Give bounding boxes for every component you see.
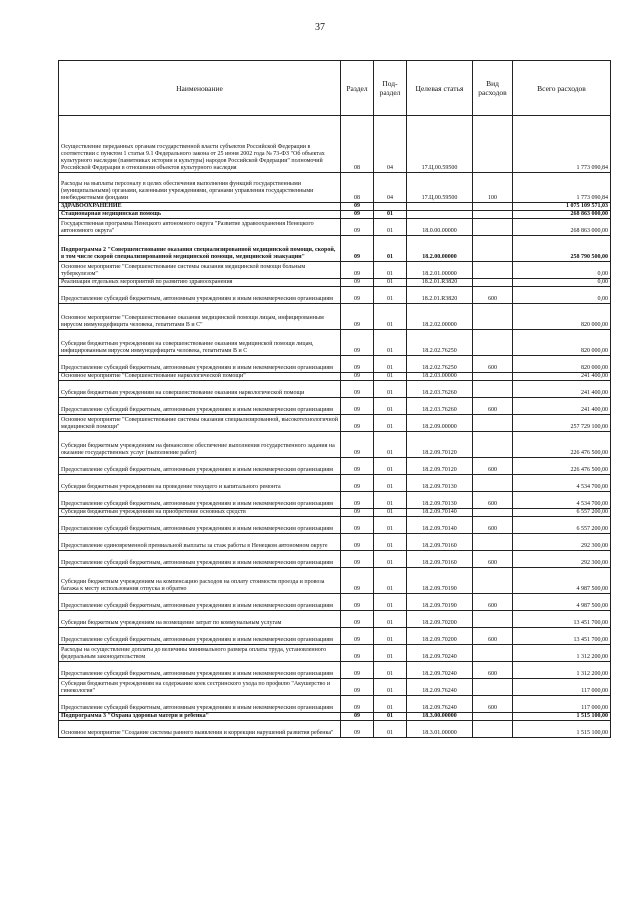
row-total: 4 534 700,00 <box>513 492 611 509</box>
row-section: 09 <box>341 236 374 262</box>
row-kind: 600 <box>473 662 513 679</box>
row-total: 241 400,00 <box>513 381 611 398</box>
row-target: 18.2.09.70200 <box>407 628 473 645</box>
row-kind <box>473 304 513 330</box>
row-total: 1 075 109 571,03 <box>513 203 611 211</box>
row-kind <box>473 211 513 219</box>
row-target: 18.2.09.70160 <box>407 551 473 568</box>
row-subsection: 01 <box>374 356 407 373</box>
row-subsection: 01 <box>374 236 407 262</box>
row-subsection: 01 <box>374 517 407 534</box>
row-kind <box>473 219 513 236</box>
row-total: 13 451 700,00 <box>513 628 611 645</box>
table-row <box>59 696 611 713</box>
row-name: Основное мероприятие "Совершенствование оказания медицинской помощи лицам, инфицированным вирусом иммунодефицита человека, гепатитами В и С" <box>59 304 341 330</box>
row-section: 09 <box>341 432 374 458</box>
row-subsection: 01 <box>374 628 407 645</box>
row-name: Стационарная медицинская помощь <box>59 211 341 219</box>
row-subsection: 01 <box>374 432 407 458</box>
row-kind: 600 <box>473 594 513 611</box>
table-row <box>59 330 611 356</box>
row-kind <box>473 432 513 458</box>
row-section: 08 <box>341 116 374 173</box>
row-total: 0,00 <box>513 262 611 279</box>
row-name: Субсидия бюджетным учреждениям на совершенствование оказания медицинской помощи лицам, инфицированным вирусом иммунодефицита человека, гепатитами В и С <box>59 330 341 356</box>
row-kind: 600 <box>473 287 513 304</box>
row-subsection: 01 <box>374 662 407 679</box>
table-row <box>59 262 611 279</box>
table-row <box>59 116 611 173</box>
table-row <box>59 568 611 594</box>
row-total: 257 729 100,00 <box>513 415 611 432</box>
row-total: 4 987 500,00 <box>513 594 611 611</box>
row-total: 292 300,00 <box>513 534 611 551</box>
row-section: 09 <box>341 679 374 696</box>
row-kind <box>473 713 513 721</box>
row-target: 18.2.09.76240 <box>407 679 473 696</box>
table-row <box>59 203 611 211</box>
row-name: Предоставление единовременной премиальной выплаты за стаж работы в Ненецком автономном округе <box>59 534 341 551</box>
table-row <box>59 236 611 262</box>
row-target: 17.Ц.00.59500 <box>407 173 473 203</box>
table-row <box>59 287 611 304</box>
row-section: 09 <box>341 517 374 534</box>
row-name: Субсидии бюджетным учреждениям на финансовое обеспечение выполнения государственного задания на оказание государственных услуг (выполнение работ) <box>59 432 341 458</box>
row-name: Субсидия бюджетным учреждениям на совершенствование оказания наркологической помощи <box>59 381 341 398</box>
row-subsection: 01 <box>374 509 407 517</box>
row-subsection: 01 <box>374 381 407 398</box>
row-section: 09 <box>341 509 374 517</box>
row-section: 09 <box>341 475 374 492</box>
row-target: 18.2.03.76260 <box>407 398 473 415</box>
row-kind: 600 <box>473 696 513 713</box>
row-subsection: 01 <box>374 611 407 628</box>
row-section: 09 <box>341 662 374 679</box>
row-total: 258 790 500,00 <box>513 236 611 262</box>
row-subsection: 01 <box>374 304 407 330</box>
row-section: 09 <box>341 713 374 721</box>
row-total: 268 863 000,00 <box>513 219 611 236</box>
row-total: 241 400,00 <box>513 373 611 381</box>
row-subsection: 01 <box>374 568 407 594</box>
row-total: 0,00 <box>513 287 611 304</box>
row-subsection: 01 <box>374 679 407 696</box>
row-target: 18.2.02.76250 <box>407 356 473 373</box>
row-kind <box>473 116 513 173</box>
row-subsection: 01 <box>374 415 407 432</box>
table-row <box>59 373 611 381</box>
row-name: Предоставление субсидий бюджетным, автономным учреждениям и иным некоммерческим организациям <box>59 517 341 534</box>
row-target: 18.2.09.70190 <box>407 594 473 611</box>
row-name: Осуществление переданных органам государственной власти субъектов Российской Федерации в соответствии с пунктом 1 статьи 9.1 Федерального закона от 25 июня 2002 года № 73-ФЗ "Об объектах культурного наследия (памятниках истории и культуры) народов Российской Федерации" полномочий Российской Федерации в отношении объектов культурного наследия <box>59 116 341 173</box>
row-kind: 600 <box>473 356 513 373</box>
header-target: Целевая статья <box>407 61 473 116</box>
row-kind <box>473 330 513 356</box>
row-total: 1 773 090,84 <box>513 116 611 173</box>
row-section: 09 <box>341 611 374 628</box>
row-section: 09 <box>341 696 374 713</box>
row-subsection: 01 <box>374 551 407 568</box>
row-name: Субсидии бюджетным учреждениям на компенсацию расходов на оплату стоимости проезда и провоза багажа к месту использования отпуска и обратно <box>59 568 341 594</box>
row-name: Субсидия бюджетным учреждениям на проведение текущего и капитального ремонта <box>59 475 341 492</box>
row-section: 09 <box>341 330 374 356</box>
row-target: 18.2.09.70240 <box>407 645 473 662</box>
row-kind: 600 <box>473 517 513 534</box>
row-target: 18.2.02.76250 <box>407 330 473 356</box>
row-target: 18.3.01.00000 <box>407 721 473 738</box>
row-total: 268 863 000,00 <box>513 211 611 219</box>
row-section: 09 <box>341 721 374 738</box>
row-kind: 600 <box>473 492 513 509</box>
row-target: 18.2.01.R3820 <box>407 287 473 304</box>
row-name: Субсидии бюджетным учреждениям на возмещение затрат по коммунальным услугам <box>59 611 341 628</box>
table-row <box>59 279 611 287</box>
row-kind <box>473 721 513 738</box>
row-target: 18.2.02.00000 <box>407 304 473 330</box>
row-section: 09 <box>341 356 374 373</box>
row-target: 18.2.09.76240 <box>407 696 473 713</box>
table-row <box>59 381 611 398</box>
row-total: 13 451 700,00 <box>513 611 611 628</box>
row-name: Предоставление субсидий бюджетным, автономным учреждениям и иным некоммерческим организациям <box>59 696 341 713</box>
header-kind: Вид расходов <box>473 61 513 116</box>
row-target: 18.2.09.00000 <box>407 415 473 432</box>
row-name: Государственная программа Ненецкого автономного округа "Развитие здравоохранения Ненецкого автономного округа" <box>59 219 341 236</box>
row-kind <box>473 509 513 517</box>
row-section: 09 <box>341 211 374 219</box>
row-target: 18.2.00.00000 <box>407 236 473 262</box>
row-subsection: 04 <box>374 116 407 173</box>
row-subsection: 01 <box>374 398 407 415</box>
row-kind <box>473 203 513 211</box>
table-row <box>59 432 611 458</box>
row-name: Предоставление субсидий бюджетным, автономным учреждениям и иным некоммерческим организациям <box>59 356 341 373</box>
table-row <box>59 551 611 568</box>
row-name: Предоставление субсидий бюджетным, автономным учреждениям и иным некоммерческим организациям <box>59 398 341 415</box>
table-row <box>59 304 611 330</box>
row-target: 18.2.01.R3820 <box>407 279 473 287</box>
row-total: 6 557 200,00 <box>513 509 611 517</box>
row-target: 18.2.09.70140 <box>407 517 473 534</box>
row-section: 09 <box>341 594 374 611</box>
row-total: 820 000,00 <box>513 304 611 330</box>
row-section: 09 <box>341 304 374 330</box>
row-name: Предоставление субсидий бюджетным, автономным учреждениям и иным некоммерческим организациям <box>59 628 341 645</box>
table-body <box>59 116 611 738</box>
row-section: 09 <box>341 203 374 211</box>
row-total: 292 300,00 <box>513 551 611 568</box>
row-section: 08 <box>341 173 374 203</box>
row-total: 1 515 100,00 <box>513 713 611 721</box>
row-subsection: 01 <box>374 645 407 662</box>
row-kind <box>473 373 513 381</box>
row-subsection: 01 <box>374 713 407 721</box>
row-section: 09 <box>341 415 374 432</box>
row-target <box>407 203 473 211</box>
row-target: 18.2.09.70120 <box>407 432 473 458</box>
row-section: 09 <box>341 373 374 381</box>
row-kind: 100 <box>473 173 513 203</box>
table-row <box>59 509 611 517</box>
row-section: 09 <box>341 398 374 415</box>
table-row <box>59 594 611 611</box>
row-kind <box>473 236 513 262</box>
row-subsection: 01 <box>374 287 407 304</box>
table-row <box>59 219 611 236</box>
row-target: 18.2.09.70140 <box>407 509 473 517</box>
row-kind <box>473 475 513 492</box>
row-total: 820 000,00 <box>513 330 611 356</box>
row-name: Расходы на выплаты персоналу в целях обеспечения выполнения функций государственными (муниципальными) органами, казенными учреждениями, органами управления государственными внебюджетными фондами <box>59 173 341 203</box>
row-name: Субсидия бюджетным учреждениям на приобретение основных средств <box>59 509 341 517</box>
row-kind <box>473 534 513 551</box>
row-total: 117 000,00 <box>513 679 611 696</box>
row-section: 09 <box>341 645 374 662</box>
table-row <box>59 492 611 509</box>
row-target: 18.2.09.70130 <box>407 475 473 492</box>
row-total: 1 773 090,84 <box>513 173 611 203</box>
row-subsection: 01 <box>374 594 407 611</box>
row-total: 241 400,00 <box>513 398 611 415</box>
row-name: Субсидия бюджетным учреждениям на содержание коек сестринского ухода по профилю "Акушерство и гинекология" <box>59 679 341 696</box>
table-row <box>59 475 611 492</box>
table-row <box>59 211 611 219</box>
row-name: Основное мероприятие "Создание системы раннего выявления и коррекции нарушений развития ребенка" <box>59 721 341 738</box>
table-row <box>59 662 611 679</box>
row-section: 09 <box>341 287 374 304</box>
table-row <box>59 173 611 203</box>
header-total: Всего расходов <box>513 61 611 116</box>
budget-table <box>58 60 611 738</box>
row-target: 18.2.09.70130 <box>407 492 473 509</box>
row-section: 09 <box>341 492 374 509</box>
row-subsection: 01 <box>374 492 407 509</box>
row-subsection: 01 <box>374 458 407 475</box>
row-target: 18.2.09.70200 <box>407 611 473 628</box>
header-section: Раздел <box>341 61 374 116</box>
table-row <box>59 679 611 696</box>
row-total: 1 515 100,00 <box>513 721 611 738</box>
row-total: 820 000,00 <box>513 356 611 373</box>
row-total: 4 534 700,00 <box>513 475 611 492</box>
row-total: 1 312 200,00 <box>513 662 611 679</box>
row-section: 09 <box>341 551 374 568</box>
row-name: Предоставление субсидий бюджетным, автономным учреждениям и иным некоммерческим организациям <box>59 287 341 304</box>
row-kind <box>473 645 513 662</box>
row-target: 18.2.09.70190 <box>407 568 473 594</box>
row-name: Подпрограмма 2 "Совершенствование оказания специализированной медицинской помощи, скорой, в том числе скорой специализированной медицинской помощи, медицинской эвакуации" <box>59 236 341 262</box>
header-name: Наименование <box>59 61 341 116</box>
row-target: 18.2.01.00000 <box>407 262 473 279</box>
row-target: 18.2.09.70240 <box>407 662 473 679</box>
row-section: 09 <box>341 279 374 287</box>
row-subsection: 01 <box>374 534 407 551</box>
table-row <box>59 534 611 551</box>
row-kind <box>473 262 513 279</box>
row-section: 09 <box>341 628 374 645</box>
row-kind: 600 <box>473 551 513 568</box>
row-total: 4 987 500,00 <box>513 568 611 594</box>
table-row <box>59 356 611 373</box>
row-name: Предоставление субсидий бюджетным, автономным учреждениям и иным некоммерческим организациям <box>59 551 341 568</box>
table-row <box>59 415 611 432</box>
table-row <box>59 517 611 534</box>
row-target <box>407 211 473 219</box>
row-subsection: 01 <box>374 475 407 492</box>
table-row <box>59 713 611 721</box>
row-subsection: 01 <box>374 721 407 738</box>
row-subsection: 01 <box>374 219 407 236</box>
table-row <box>59 611 611 628</box>
row-name: Предоставление субсидий бюджетным, автономным учреждениям и иным некоммерческим организациям <box>59 492 341 509</box>
row-name: Подпрограмма 3 "Охрана здоровья матери и ребенка" <box>59 713 341 721</box>
row-kind <box>473 415 513 432</box>
row-subsection: 01 <box>374 330 407 356</box>
row-target: 18.2.09.70160 <box>407 534 473 551</box>
row-target: 18.2.09.70120 <box>407 458 473 475</box>
row-section: 09 <box>341 381 374 398</box>
row-section: 09 <box>341 219 374 236</box>
row-kind <box>473 381 513 398</box>
row-subsection: 01 <box>374 279 407 287</box>
row-total: 6 557 200,00 <box>513 517 611 534</box>
row-name: Предоставление субсидий бюджетным, автономным учреждениям и иным некоммерческим организациям <box>59 594 341 611</box>
row-kind <box>473 679 513 696</box>
row-total: 117 000,00 <box>513 696 611 713</box>
row-total: 226 476 500,00 <box>513 432 611 458</box>
row-section: 09 <box>341 262 374 279</box>
row-name: Предоставление субсидий бюджетным, автономным учреждениям и иным некоммерческим организациям <box>59 458 341 475</box>
row-subsection: 01 <box>374 211 407 219</box>
row-subsection: 01 <box>374 262 407 279</box>
row-name: Основное мероприятие "Совершенствование системы оказания специализированной, высокотехнологичной медицинской помощи" <box>59 415 341 432</box>
row-target: 18.2.03.76260 <box>407 381 473 398</box>
row-kind: 600 <box>473 398 513 415</box>
row-subsection: 04 <box>374 173 407 203</box>
row-target: 17.Ц.00.59500 <box>407 116 473 173</box>
table-row <box>59 628 611 645</box>
row-kind <box>473 611 513 628</box>
table-header-row <box>59 61 611 116</box>
row-total: 0,00 <box>513 279 611 287</box>
row-section: 09 <box>341 568 374 594</box>
row-name: Основное мероприятие "Совершенствование системы оказания медицинской помощи больным туберкулезом" <box>59 262 341 279</box>
row-subsection: 01 <box>374 373 407 381</box>
row-name: Расходы на осуществление доплаты до величины минимального размера оплаты труда, установленного федеральным законодательством <box>59 645 341 662</box>
page-number: 37 <box>315 22 325 33</box>
row-total: 226 476 500,00 <box>513 458 611 475</box>
row-total: 1 312 200,00 <box>513 645 611 662</box>
row-kind: 600 <box>473 458 513 475</box>
table-row <box>59 721 611 738</box>
row-subsection: 01 <box>374 696 407 713</box>
table-row <box>59 458 611 475</box>
row-kind <box>473 568 513 594</box>
row-section: 09 <box>341 534 374 551</box>
row-kind <box>473 279 513 287</box>
row-name: Реализация отдельных мероприятий по развитию здравоохранения <box>59 279 341 287</box>
row-subsection <box>374 203 407 211</box>
row-name: Предоставление субсидий бюджетным, автономным учреждениям и иным некоммерческим организациям <box>59 662 341 679</box>
row-target: 18.0.00.00000 <box>407 219 473 236</box>
row-name: ЗДРАВООХРАНЕНИЕ <box>59 203 341 211</box>
row-kind: 600 <box>473 628 513 645</box>
row-target: 18.2.03.00000 <box>407 373 473 381</box>
row-section: 09 <box>341 458 374 475</box>
header-subsection: Под-раздел <box>374 61 407 116</box>
table-row <box>59 645 611 662</box>
table-row <box>59 398 611 415</box>
row-name: Основное мероприятие "Совершенствование наркологической помощи" <box>59 373 341 381</box>
row-target: 18.3.00.00000 <box>407 713 473 721</box>
